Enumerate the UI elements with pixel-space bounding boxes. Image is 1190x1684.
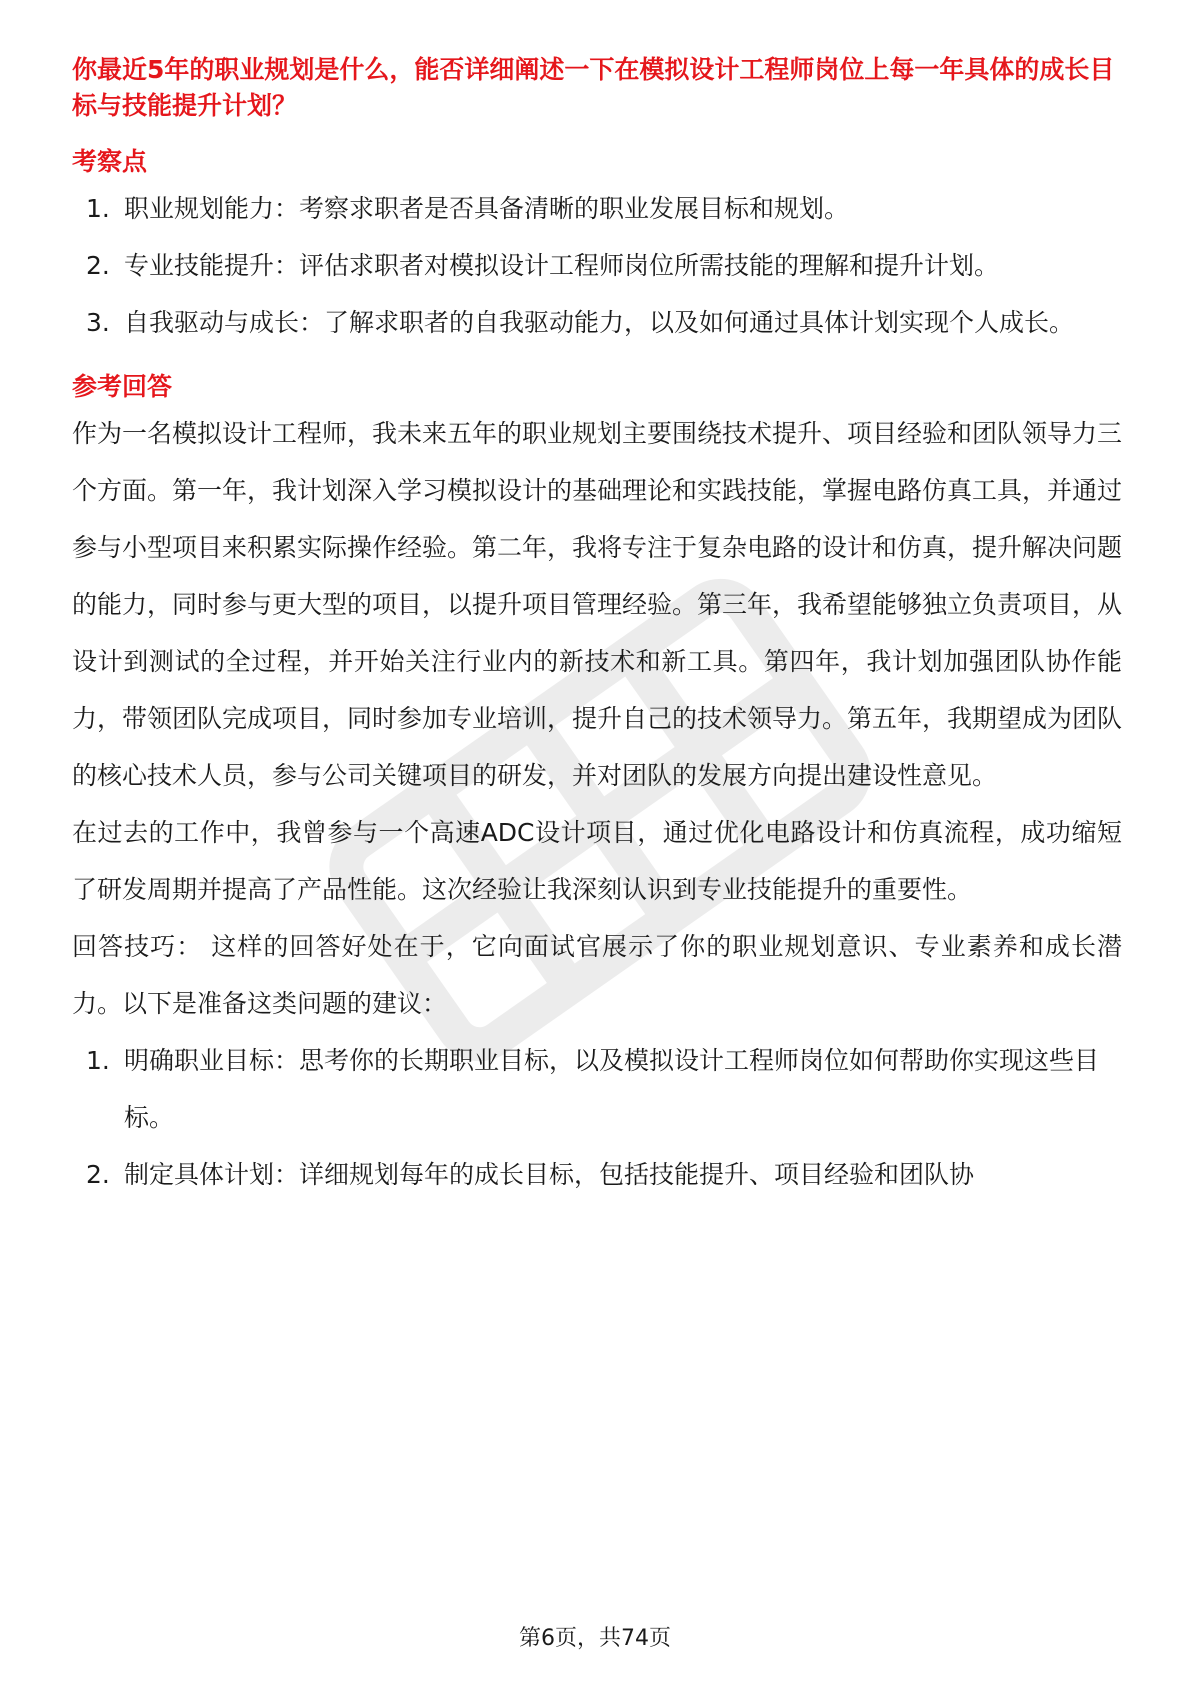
list-number: 2. <box>86 1160 110 1189</box>
question-heading: 你最近5年的职业规划是什么，能否详细阐述一下在模拟设计工程师岗位上每一年具体的成长目标与技能提升计划？ <box>72 55 1115 120</box>
list-item <box>72 237 1122 294</box>
list-number: 1. <box>86 1046 110 1075</box>
list-item <box>72 294 1122 351</box>
section-title-kaocha: 考察点 <box>72 147 148 176</box>
answer-paragraph: 在过去的工作中，我曾参与一个高速ADC设计项目，通过优化电路设计和仿真流程，成功缩短了研发周期并提高了产品性能。这次经验让我深刻认识到专业技能提升的重要性。 <box>72 818 1122 904</box>
list-number: 1. <box>86 194 110 223</box>
list-item-text: 专业技能提升：评估求职者对模拟设计工程师岗位所需技能的理解和提升计划。 <box>124 251 1000 280</box>
tips-paragraph: 回答技巧： 这样的回答好处在于，它向面试官展示了你的职业规划意识、专业素养和成长潜力。以下是准备这类问题的建议： <box>72 932 1122 1018</box>
answer-paragraph: 作为一名模拟设计工程师，我未来五年的职业规划主要围绕技术提升、项目经验和团队领导力三个方面。第一年，我计划深入学习模拟设计的基础理论和实践技能，掌握电路仿真工具，并通过参与小型项目来积累实际操作经验。第二年，我将专注于复杂电路的设计和仿真，提升解决问题的能力，同时参与更大型的项目，以提升项目管理经验。第三年，我希望能够独立负责项目，从设计到测试的全过程，并开始关注行业内的新技术和新工具。第四年，我计划加强团队协作能力，带领团队完成项目，同时参加专业培训，提升自己的技术领导力。第五年，我期望成为团队的核心技术人员，参与公司关键项目的研发，并对团队的发展方向提出建设性意见。 <box>72 419 1123 790</box>
list-item-text: 制定具体计划：详细规划每年的成长目标，包括技能提升、项目经验和团队协 <box>124 1160 975 1189</box>
document-content <box>72 52 1122 1203</box>
list-item-text: 明确职业目标：思考你的长期职业目标，以及模拟设计工程师岗位如何帮助你实现这些目标。 <box>124 1046 1100 1132</box>
kaocha-list <box>72 180 1122 351</box>
page-footer: 第6页，共74页 <box>519 1626 671 1651</box>
section-title-cankao: 参考回答 <box>72 372 173 401</box>
list-item <box>72 1146 1122 1203</box>
list-item-text: 自我驱动与成长：了解求职者的自我驱动能力，以及如何通过具体计划实现个人成长。 <box>124 308 1075 337</box>
list-number: 3. <box>86 308 110 337</box>
list-item <box>72 1032 1122 1146</box>
list-number: 2. <box>86 251 110 280</box>
tips-list <box>72 1032 1122 1203</box>
list-item <box>72 180 1122 237</box>
list-item-text: 职业规划能力：考察求职者是否具备清晰的职业发展目标和规划。 <box>124 194 850 223</box>
